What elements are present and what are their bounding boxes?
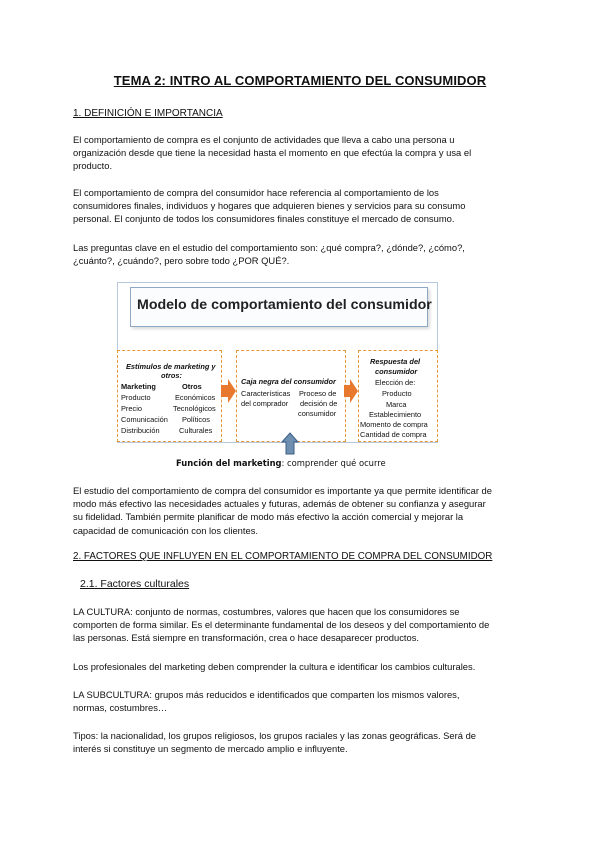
text-line: LA CULTURA: conjunto de normas, costumbres, valores que hacen que los consumidores se [73,606,460,617]
text-line: capacidad de comunicación con los clientes. [73,524,259,536]
stimulus-item: Económicos [175,393,216,402]
paragraph-types [73,729,523,755]
text-line: Las preguntas clave en el estudio del comportamiento son: ¿qué compra?, ¿dónde?, ¿cómo?, [73,242,465,253]
response-item: Marca [386,400,407,409]
text-line: Tipos: la nacionalidad, los grupos religiosos, los grupos raciales y las zonas geográficas. Será de [73,730,476,741]
text-line: El estudio del comportamiento de compra del consumidor es importante ya que permite identificar de [73,485,492,496]
text-line: interés si constituye un segmento de mercado amplio e influyente. [73,743,348,755]
caption-bold: Función del marketing [176,458,282,468]
text-line: modo más efectivo las necesidades actuales y futuras, además de obtener su confianza y asegurar [73,498,486,510]
paragraph-marketers [73,660,523,673]
response-heading: Respuesta del [370,357,421,366]
black-box-item: consumidor [298,409,337,418]
text-line: ¿cuánto?, ¿cuándo?, pero sobre todo ¿POR QUÉ?. [73,255,290,267]
paragraph-subculture [73,688,523,714]
text-line: normas, costumbres… [73,702,168,714]
stimuli-heading: Estímulos de marketing y [126,362,216,371]
text-line: personal. El conjunto de todos los consumidores finales constituye el mercado de consumo. [73,213,455,225]
text-line: las personas. Está siempre en transformación, crea o hace desaparecer productos. [73,632,420,644]
text-line: consumidores finales, individuos y hogares que adquieren bienes y servicios para su consumo [73,200,466,212]
text-line: su fidelidad. También permite planificar de modo más efectivo la acción comercial y mejorar la [73,511,464,523]
response-heading-2: consumidor [375,367,418,376]
paragraph-key-questions [73,241,523,267]
text-line: organización desde que tiene la necesidad hasta el momento en que efectúa la compra y usa el [73,147,472,159]
stimulus-item: Distribución [121,426,160,435]
response-item: Cantidad de compra [360,430,427,439]
stimulus-item: Culturales [179,426,213,435]
paragraph-definition [73,133,523,173]
stimulus-item: Precio [121,404,142,413]
response-item: Elección de: [375,378,416,387]
marketing-column-header: Marketing [121,382,156,391]
section-1-heading: 1. DEFINICIÓN E IMPORTANCIA [73,108,223,119]
paragraph-culture [73,605,523,645]
text-line: Los profesionales del marketing deben comprender la cultura e identificar los cambios culturales. [73,661,476,672]
section-2-heading: 2. FACTORES QUE INFLUYEN EN EL COMPORTAMIENTO DE COMPRA DEL CONSUMIDOR [73,551,493,562]
response-item: Momento de compra [360,420,428,429]
text-line: El comportamiento de compra del consumidor hace referencia al comportamiento de los [73,187,439,198]
others-column-header: Otros [182,382,202,391]
black-box-item: del comprador [241,399,289,408]
paragraph-importance [73,484,523,537]
black-box-item: Características [241,389,291,398]
response-item: Establecimiento [369,410,422,419]
subsection-2-1-heading: 2.1. Factores culturales [80,578,190,590]
paragraph-consumer-behavior [73,186,523,226]
text-line: LA SUBCULTURA: grupos más reducidos e identificados que comparten los mismos valores, [73,689,460,700]
black-box-item: decisión de [300,399,338,408]
stimuli-heading-2: otros: [161,371,182,380]
model-figure-title: Modelo de comportamiento del consumidor [137,297,432,313]
text-line: comporten de forma similar. Es el determinante fundamental de los deseos y del comportamiento de [73,619,490,631]
text-line: El comportamiento de compra es el conjunto de actividades que lleva a cabo una persona u [73,134,455,145]
page-title: TEMA 2: INTRO AL COMPORTAMIENTO DEL CONSUMIDOR [113,73,487,88]
caption-rest: : comprender qué ocurre [281,458,386,468]
text-line: producto. [73,160,113,172]
figure-caption [176,458,386,468]
stimulus-item: Políticos [182,415,210,424]
stimulus-item: Comunicación [121,415,168,424]
response-item: Producto [382,389,412,398]
stimulus-item: Producto [121,393,151,402]
black-box-heading: Caja negra del consumidor [241,377,336,386]
black-box-item: Proceso de [299,389,337,398]
stimulus-item: Tecnológicos [173,404,216,413]
